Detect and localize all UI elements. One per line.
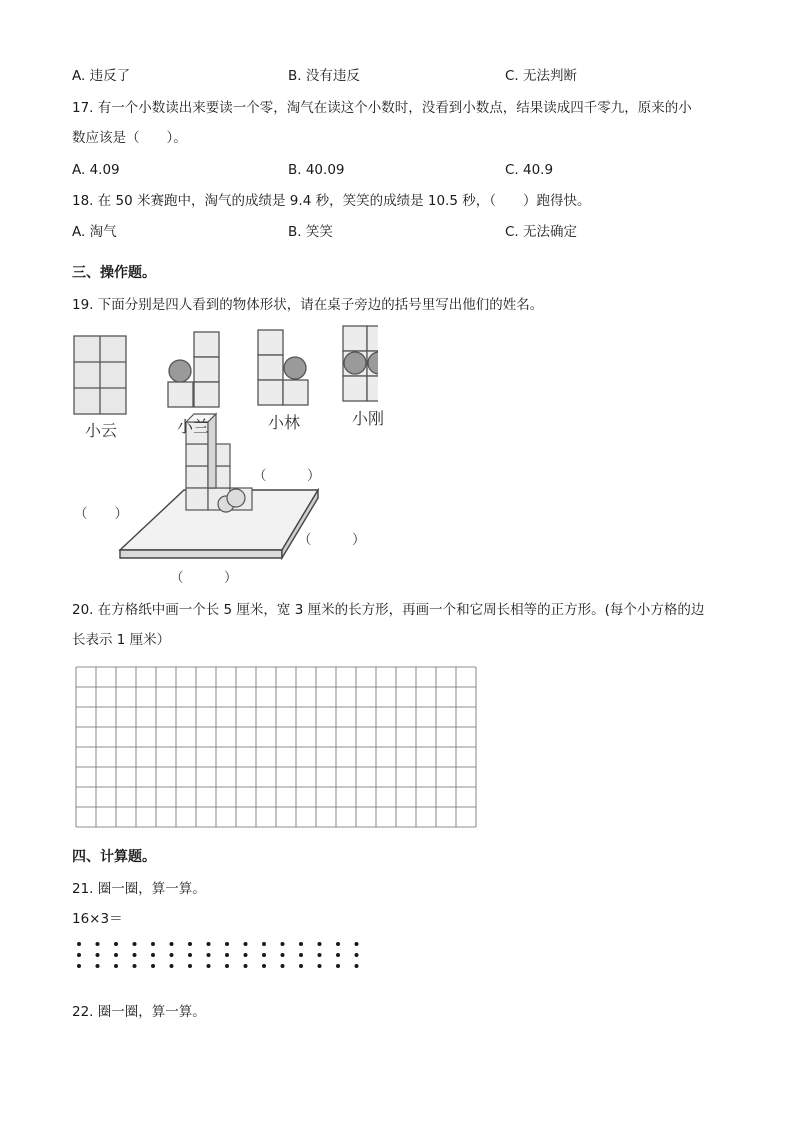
dot: [281, 942, 285, 946]
q19-blank-left[interactable]: （ ）: [74, 506, 128, 522]
dot: [225, 953, 229, 957]
q19-name-xiaolin: 小林: [268, 413, 301, 432]
q20-text-line1: 20. 在方格纸中画一个长 5 厘米，宽 3 厘米的长方形，再画一个和它周长相等的正方形。(每个小方格的边: [72, 602, 705, 618]
q22-text-line1: 22. 圈一圈，算一算。: [72, 1004, 206, 1020]
dot: [151, 964, 155, 968]
q18-option-a: A. 淘气: [72, 224, 117, 240]
q18-text-line1: 18. 在 50 米赛跑中，淘气的成绩是 9.4 秒，笑笑的成绩是 10.5 秒，（ ）跑得快。: [72, 193, 591, 209]
q21-text-line1: 21. 圈一圈，算一算。: [72, 881, 206, 897]
dot: [225, 942, 229, 946]
square-grid-paper[interactable]: [75, 666, 477, 828]
q16-option-c: C. 无法判断: [505, 68, 578, 84]
dot: [96, 942, 100, 946]
q19-name-xiaogang: 小刚: [352, 409, 385, 428]
q17-option-a: A. 4.09: [72, 162, 120, 178]
dot: [114, 953, 118, 957]
dot: [244, 942, 248, 946]
dot: [281, 953, 285, 957]
dot: [336, 964, 340, 968]
dot: [225, 964, 229, 968]
dot: [188, 942, 192, 946]
dot: [262, 953, 266, 957]
dot: [133, 953, 137, 957]
dot: [299, 964, 303, 968]
q17-text-line1: 17. 有一个小数读出来要读一个零，淘气在读这个小数时，没看到小数点，结果读成四千零九，原来的小: [72, 100, 692, 116]
dot: [114, 942, 118, 946]
dot: [244, 964, 248, 968]
dot: [262, 964, 266, 968]
dot: [262, 942, 266, 946]
dot: [133, 964, 137, 968]
dot: [207, 942, 211, 946]
dot: [318, 942, 322, 946]
dot: [151, 942, 155, 946]
dot: [188, 953, 192, 957]
dot: [355, 953, 359, 957]
q17-option-c: C. 40.9: [505, 162, 554, 178]
dot: [170, 953, 174, 957]
q16-option-b: B. 没有违反: [288, 68, 360, 84]
q19-blank-bottom[interactable]: （ ）: [170, 570, 238, 586]
dot: [170, 942, 174, 946]
dot: [77, 953, 81, 957]
dot: [96, 964, 100, 968]
dot: [281, 964, 285, 968]
dot: [188, 964, 192, 968]
q18-option-b: B. 笑笑: [288, 224, 333, 240]
dot: [336, 953, 340, 957]
dot: [207, 964, 211, 968]
view-xiaoyun-icon: [74, 336, 126, 414]
dot: [77, 964, 81, 968]
dot: [336, 942, 340, 946]
q17-text-line2: 数应该是（ ）。: [72, 130, 187, 146]
dot: [96, 953, 100, 957]
q19-name-xiaolan: 小兰: [177, 417, 210, 436]
dot: [355, 942, 359, 946]
q19-blank-top[interactable]: （ ）: [253, 468, 321, 484]
dot-array[interactable]: [76, 938, 368, 978]
dot: [318, 953, 322, 957]
dot: [114, 964, 118, 968]
q19-blank-right[interactable]: （ ）: [298, 532, 366, 548]
dot: [207, 953, 211, 957]
q17-option-b: B. 40.09: [288, 162, 345, 178]
dot: [77, 942, 81, 946]
section-3-title: 三、操作题。: [72, 265, 156, 281]
dot: [244, 953, 248, 957]
dot: [151, 953, 155, 957]
q18-option-c: C. 无法确定: [505, 224, 578, 240]
q21-expression: 16×3＝: [72, 911, 123, 927]
dot: [299, 953, 303, 957]
dot: [170, 964, 174, 968]
q20-text-line2: 长表示 1 厘米）: [72, 632, 171, 648]
q16-option-a: A. 违反了: [72, 68, 131, 84]
dot: [318, 964, 322, 968]
dot: [133, 942, 137, 946]
view-xiaogang-icon: [343, 326, 378, 401]
q19-text-line1: 19. 下面分别是四人看到的物体形状，请在桌子旁边的括号里写出他们的姓名。: [72, 297, 544, 313]
q19-name-xiaoyun: 小云: [85, 421, 118, 440]
dot: [299, 942, 303, 946]
section-4-title: 四、计算题。: [72, 849, 156, 865]
dot: [355, 964, 359, 968]
